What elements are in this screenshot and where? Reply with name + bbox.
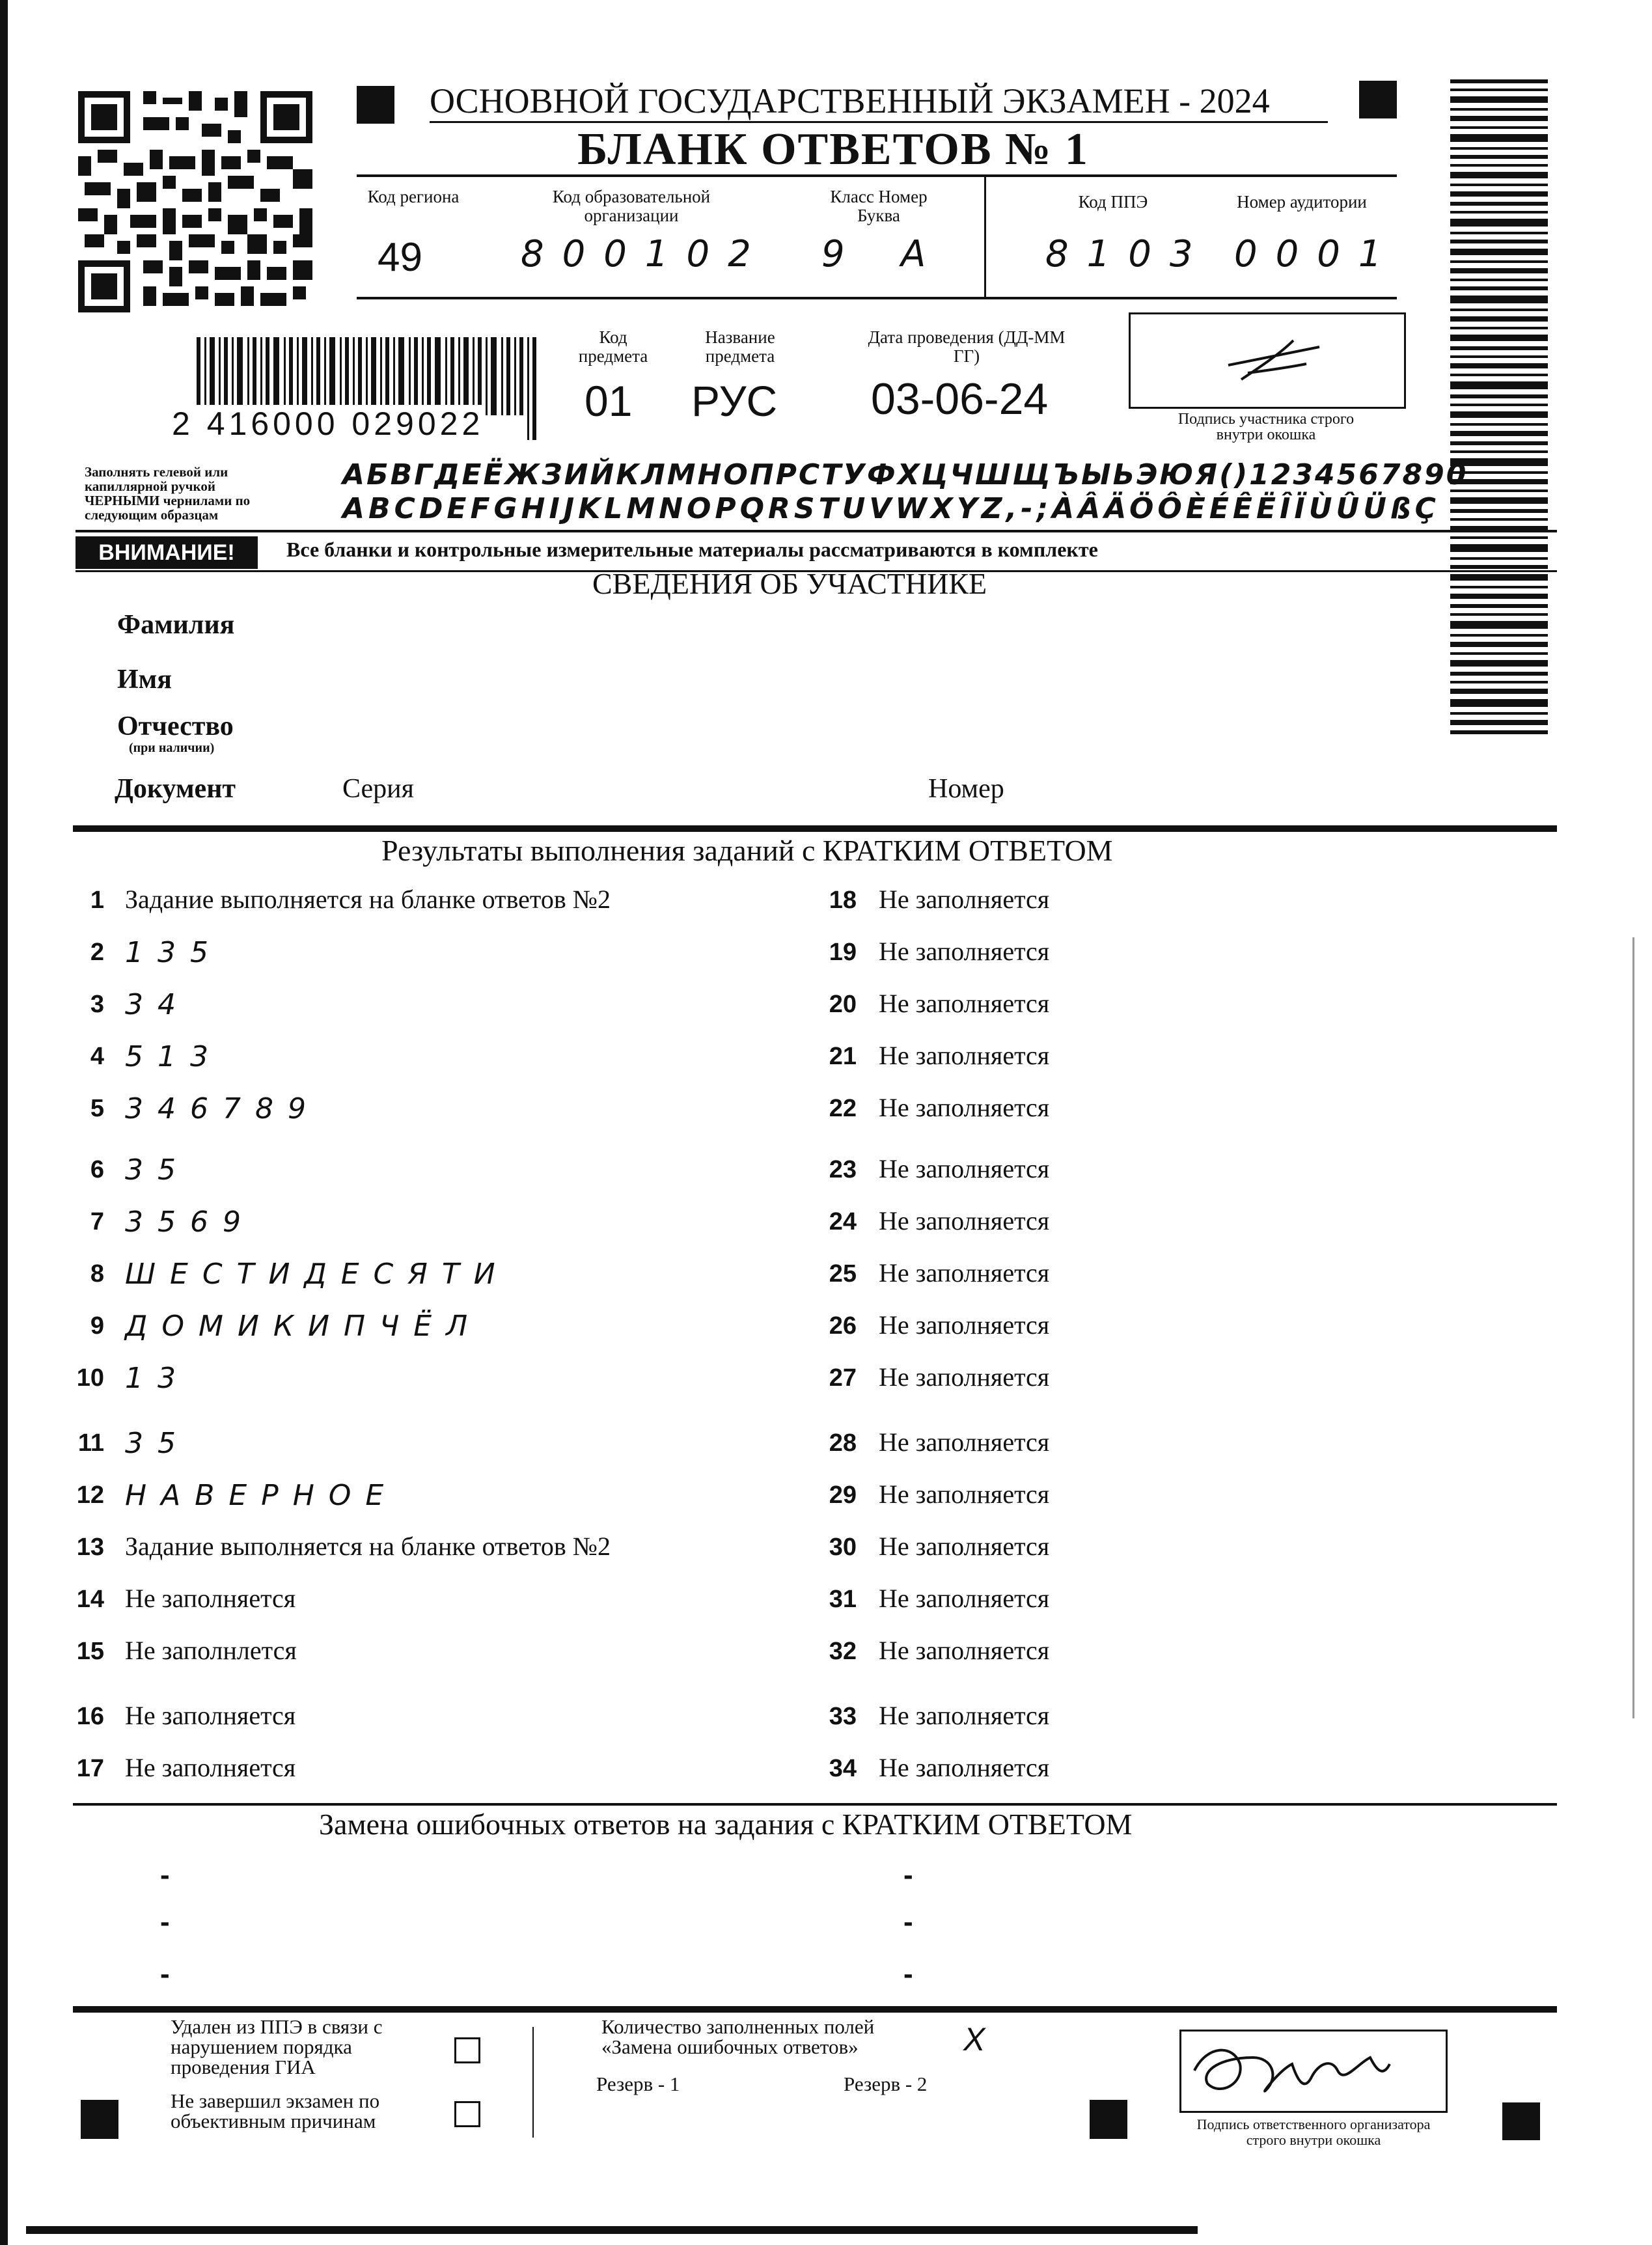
question-number: 22 <box>829 1095 857 1122</box>
surname-label: Фамилия <box>117 610 235 640</box>
answer-cell[interactable]: Не заполняется <box>879 1041 1050 1070</box>
answer-cell[interactable]: ШЕСТИДЕСЯТИ <box>125 1258 510 1291</box>
question-number: 33 <box>829 1703 857 1730</box>
answer-cell[interactable]: Не заполняется <box>879 1701 1050 1730</box>
alignment-marker <box>81 2100 118 2139</box>
replacement-dash[interactable]: - <box>903 1906 913 1938</box>
footer-divider <box>532 2027 534 2138</box>
answer-cell[interactable]: Не заполняется <box>879 1532 1050 1561</box>
date-label: Дата проведения (ДД-ММ ГГ) <box>868 327 1066 366</box>
answer-cell[interactable]: Не заполняется <box>879 1753 1050 1782</box>
question-number: 13 <box>76 1534 104 1561</box>
answer-cell[interactable]: Не заполняется <box>879 1093 1050 1122</box>
question-number: 6 <box>90 1156 104 1183</box>
exam-title: ОСНОВНОЙ ГОСУДАРСТВЕННЫЙ ЭКЗАМЕН - 2024 <box>430 81 1328 123</box>
header-divider <box>984 177 986 297</box>
subject-code-value: 01 <box>585 377 633 425</box>
answer-cell[interactable]: ДОМИКИПЧЁЛ <box>125 1310 482 1343</box>
question-number: 4 <box>90 1043 104 1070</box>
region-value: 49 <box>378 235 422 280</box>
name-label: Имя <box>117 665 172 695</box>
replacement-title: Замена ошибочных ответов на задания с КРАТКИМ ОТВЕТОМ <box>319 1808 1133 1841</box>
answer-cell[interactable]: Не заполняется <box>879 1480 1050 1509</box>
alignment-marker <box>1502 2102 1540 2140</box>
answer-cell[interactable]: Задание выполняется на бланке ответов №2 <box>125 1532 611 1561</box>
replacement-dash[interactable]: - <box>160 1859 170 1891</box>
left-border <box>0 0 8 2245</box>
subject-code-label: Код предмета <box>578 327 648 366</box>
answer-cell[interactable]: Не заполняется <box>879 1310 1050 1340</box>
count-label: Количество заполненных полей «Замена ошибочных ответов» <box>601 2015 875 2058</box>
question-number: 23 <box>829 1156 857 1183</box>
answer-cell[interactable]: 3569 <box>125 1205 255 1239</box>
question-number: 14 <box>76 1586 104 1613</box>
reserve-2: Резерв - 2 <box>844 2073 928 2095</box>
answer-cell[interactable]: 35 <box>125 1427 190 1460</box>
question-number: 16 <box>76 1703 104 1730</box>
question-number: 8 <box>90 1260 104 1288</box>
notice-rule <box>76 530 1557 532</box>
qr-code <box>78 91 312 312</box>
organizer-signature-box[interactable] <box>1179 2030 1448 2113</box>
question-number: 34 <box>829 1755 857 1782</box>
question-number: 27 <box>829 1364 857 1392</box>
question-number: 24 <box>829 1208 857 1235</box>
question-number: 29 <box>829 1481 857 1509</box>
series-label: Серия <box>342 774 414 804</box>
question-number: 3 <box>90 991 104 1018</box>
replacement-dash[interactable]: - <box>903 1958 913 1990</box>
answer-cell[interactable]: 34 <box>125 988 190 1021</box>
class-letter: А <box>901 233 944 275</box>
question-number: 32 <box>829 1638 857 1665</box>
question-number: 19 <box>829 939 857 966</box>
answer-cell[interactable]: Не заполняется <box>879 1258 1050 1288</box>
footer-rule <box>73 2006 1557 2013</box>
removed-label: Удален из ППЭ в связи с нарушением порядка проведения ГИА <box>171 2015 383 2078</box>
answer-cell[interactable]: Не заполняется <box>879 885 1050 914</box>
side-barcode <box>1450 79 1548 743</box>
subject-name-label: Название предмета <box>705 327 775 366</box>
room-label: Номер аудитории <box>1237 192 1367 212</box>
results-title: Результаты выполнения заданий с КРАТКИМ ОТВЕТОМ <box>381 834 1113 867</box>
question-number: 1 <box>90 887 104 914</box>
answer-cell[interactable]: Не заполняется <box>879 1427 1050 1457</box>
organizer-signature <box>1181 2032 1446 2111</box>
org-label: Код образовательной организации <box>552 187 711 225</box>
alignment-marker <box>1359 81 1397 118</box>
participant-signature <box>1131 314 1404 407</box>
answer-cell[interactable]: 13 <box>125 1362 190 1395</box>
participant-signature-box[interactable] <box>1129 312 1406 409</box>
answer-cell[interactable]: Не заполняется <box>125 1584 296 1613</box>
answer-cell[interactable]: 135 <box>125 936 223 969</box>
organizer-caption: Подпись ответственного организатора строго внутри окошка <box>1196 2116 1431 2148</box>
patronymic-label: Отчество <box>117 711 234 741</box>
ppe-label: Код ППЭ <box>1078 192 1148 212</box>
bottom-border <box>26 2226 1198 2234</box>
count-mark: X <box>963 2021 985 2058</box>
reserve-1: Резерв - 1 <box>596 2073 680 2095</box>
question-number: 30 <box>829 1534 857 1561</box>
subject-name-value: РУС <box>691 377 778 425</box>
question-number: 11 <box>77 1429 104 1457</box>
question-number: 31 <box>829 1586 857 1613</box>
answer-cell[interactable]: Задание выполняется на бланке ответов №2 <box>125 885 611 914</box>
answer-cell[interactable]: Не заполняется <box>879 1636 1050 1665</box>
answer-cell[interactable]: Не заполняется <box>879 937 1050 966</box>
question-number: 10 <box>76 1364 104 1392</box>
form-title: БЛАНК ОТВЕТОВ № 1 <box>577 124 1089 174</box>
patronymic-note: (при наличии) <box>129 741 215 755</box>
header-rule-top <box>357 174 1397 177</box>
room-value: 0001 <box>1234 233 1400 275</box>
ppe-value: 8103 <box>1045 233 1211 275</box>
replacement-dash[interactable]: - <box>160 1958 170 1990</box>
not-finished-checkbox[interactable] <box>454 2101 480 2127</box>
right-margin-line <box>1632 937 1634 1718</box>
question-number: 9 <box>90 1312 104 1340</box>
date-value: 03-06-24 <box>871 374 1049 424</box>
question-number: 17 <box>76 1755 104 1782</box>
answer-cell[interactable]: 35 <box>125 1153 190 1187</box>
answer-cell[interactable]: Не заполняется <box>879 1206 1050 1235</box>
question-number: 20 <box>829 991 857 1018</box>
answer-cell[interactable]: Не заполнлется <box>125 1636 297 1665</box>
removed-checkbox[interactable] <box>454 2037 480 2063</box>
notice-text: Все бланки и контрольные измерительные материалы рассматриваются в комплекте <box>286 538 1098 561</box>
question-number: 12 <box>76 1481 104 1509</box>
answer-cell[interactable]: Не заполняется <box>879 1584 1050 1613</box>
question-number: 21 <box>829 1043 857 1070</box>
answer-cell[interactable]: Не заполняется <box>879 989 1050 1018</box>
sample-latin: ABCDEFGHIJKLMNOPQRSTUVWXYZ,-;ÀÂÄÖÔÈÉÊËÎÏÙÛÜßÇ <box>342 492 1440 525</box>
answer-cell[interactable]: НАВЕРНОЕ <box>125 1479 398 1512</box>
alignment-marker <box>357 86 394 124</box>
number-label: Номер <box>928 774 1004 804</box>
question-number: 7 <box>90 1208 104 1235</box>
results-rule-top <box>73 825 1557 832</box>
answer-cell[interactable]: Не заполняется <box>879 1362 1050 1392</box>
class-number: 9 <box>821 233 863 275</box>
document-label: Документ <box>115 774 236 804</box>
answer-cell[interactable]: 513 <box>125 1040 223 1073</box>
question-number: 26 <box>829 1312 857 1340</box>
answer-cell[interactable]: Не заполняется <box>125 1701 296 1730</box>
sample-instruction: Заполнять гелевой или капиллярной ручкой ЧЕРНЫМИ чернилами по следующим образцам <box>85 464 251 523</box>
header-rule-bottom <box>357 297 1397 299</box>
replacement-dash[interactable]: - <box>160 1906 170 1938</box>
answer-cell[interactable]: 346789 <box>125 1092 320 1125</box>
answer-cell[interactable]: Не заполняется <box>879 1154 1050 1183</box>
signature-caption: Подпись участника строго внутри окошка <box>1177 411 1355 443</box>
question-number: 5 <box>90 1095 104 1122</box>
question-number: 25 <box>829 1260 857 1288</box>
sample-cyrillic: АБВГДЕЁЖЗИЙКЛМНОПРСТУФХЦЧШЩЪЫЬЭЮЯ()1234567890 <box>342 458 1468 491</box>
alignment-marker <box>1090 2100 1127 2139</box>
question-number: 18 <box>829 887 857 914</box>
barcode-digits: 2 416000 029022 <box>172 406 484 442</box>
answer-cell[interactable]: Не заполняется <box>125 1753 296 1782</box>
region-label: Код региона <box>367 187 460 206</box>
not-finished-label: Не завершил экзамен по объективным причинам <box>171 2089 380 2132</box>
results-rule-bottom <box>73 1803 1557 1806</box>
question-number: 28 <box>829 1429 857 1457</box>
class-label: Класс Номер Буква <box>830 187 928 225</box>
replacement-dash[interactable]: - <box>903 1859 913 1891</box>
notice-badge: ВНИМАНИЕ! <box>76 536 258 569</box>
question-number: 15 <box>76 1638 104 1665</box>
participant-title: СВЕДЕНИЯ ОБ УЧАСТНИКЕ <box>592 567 987 600</box>
question-number: 2 <box>90 939 104 966</box>
org-value: 800102 <box>521 233 769 275</box>
